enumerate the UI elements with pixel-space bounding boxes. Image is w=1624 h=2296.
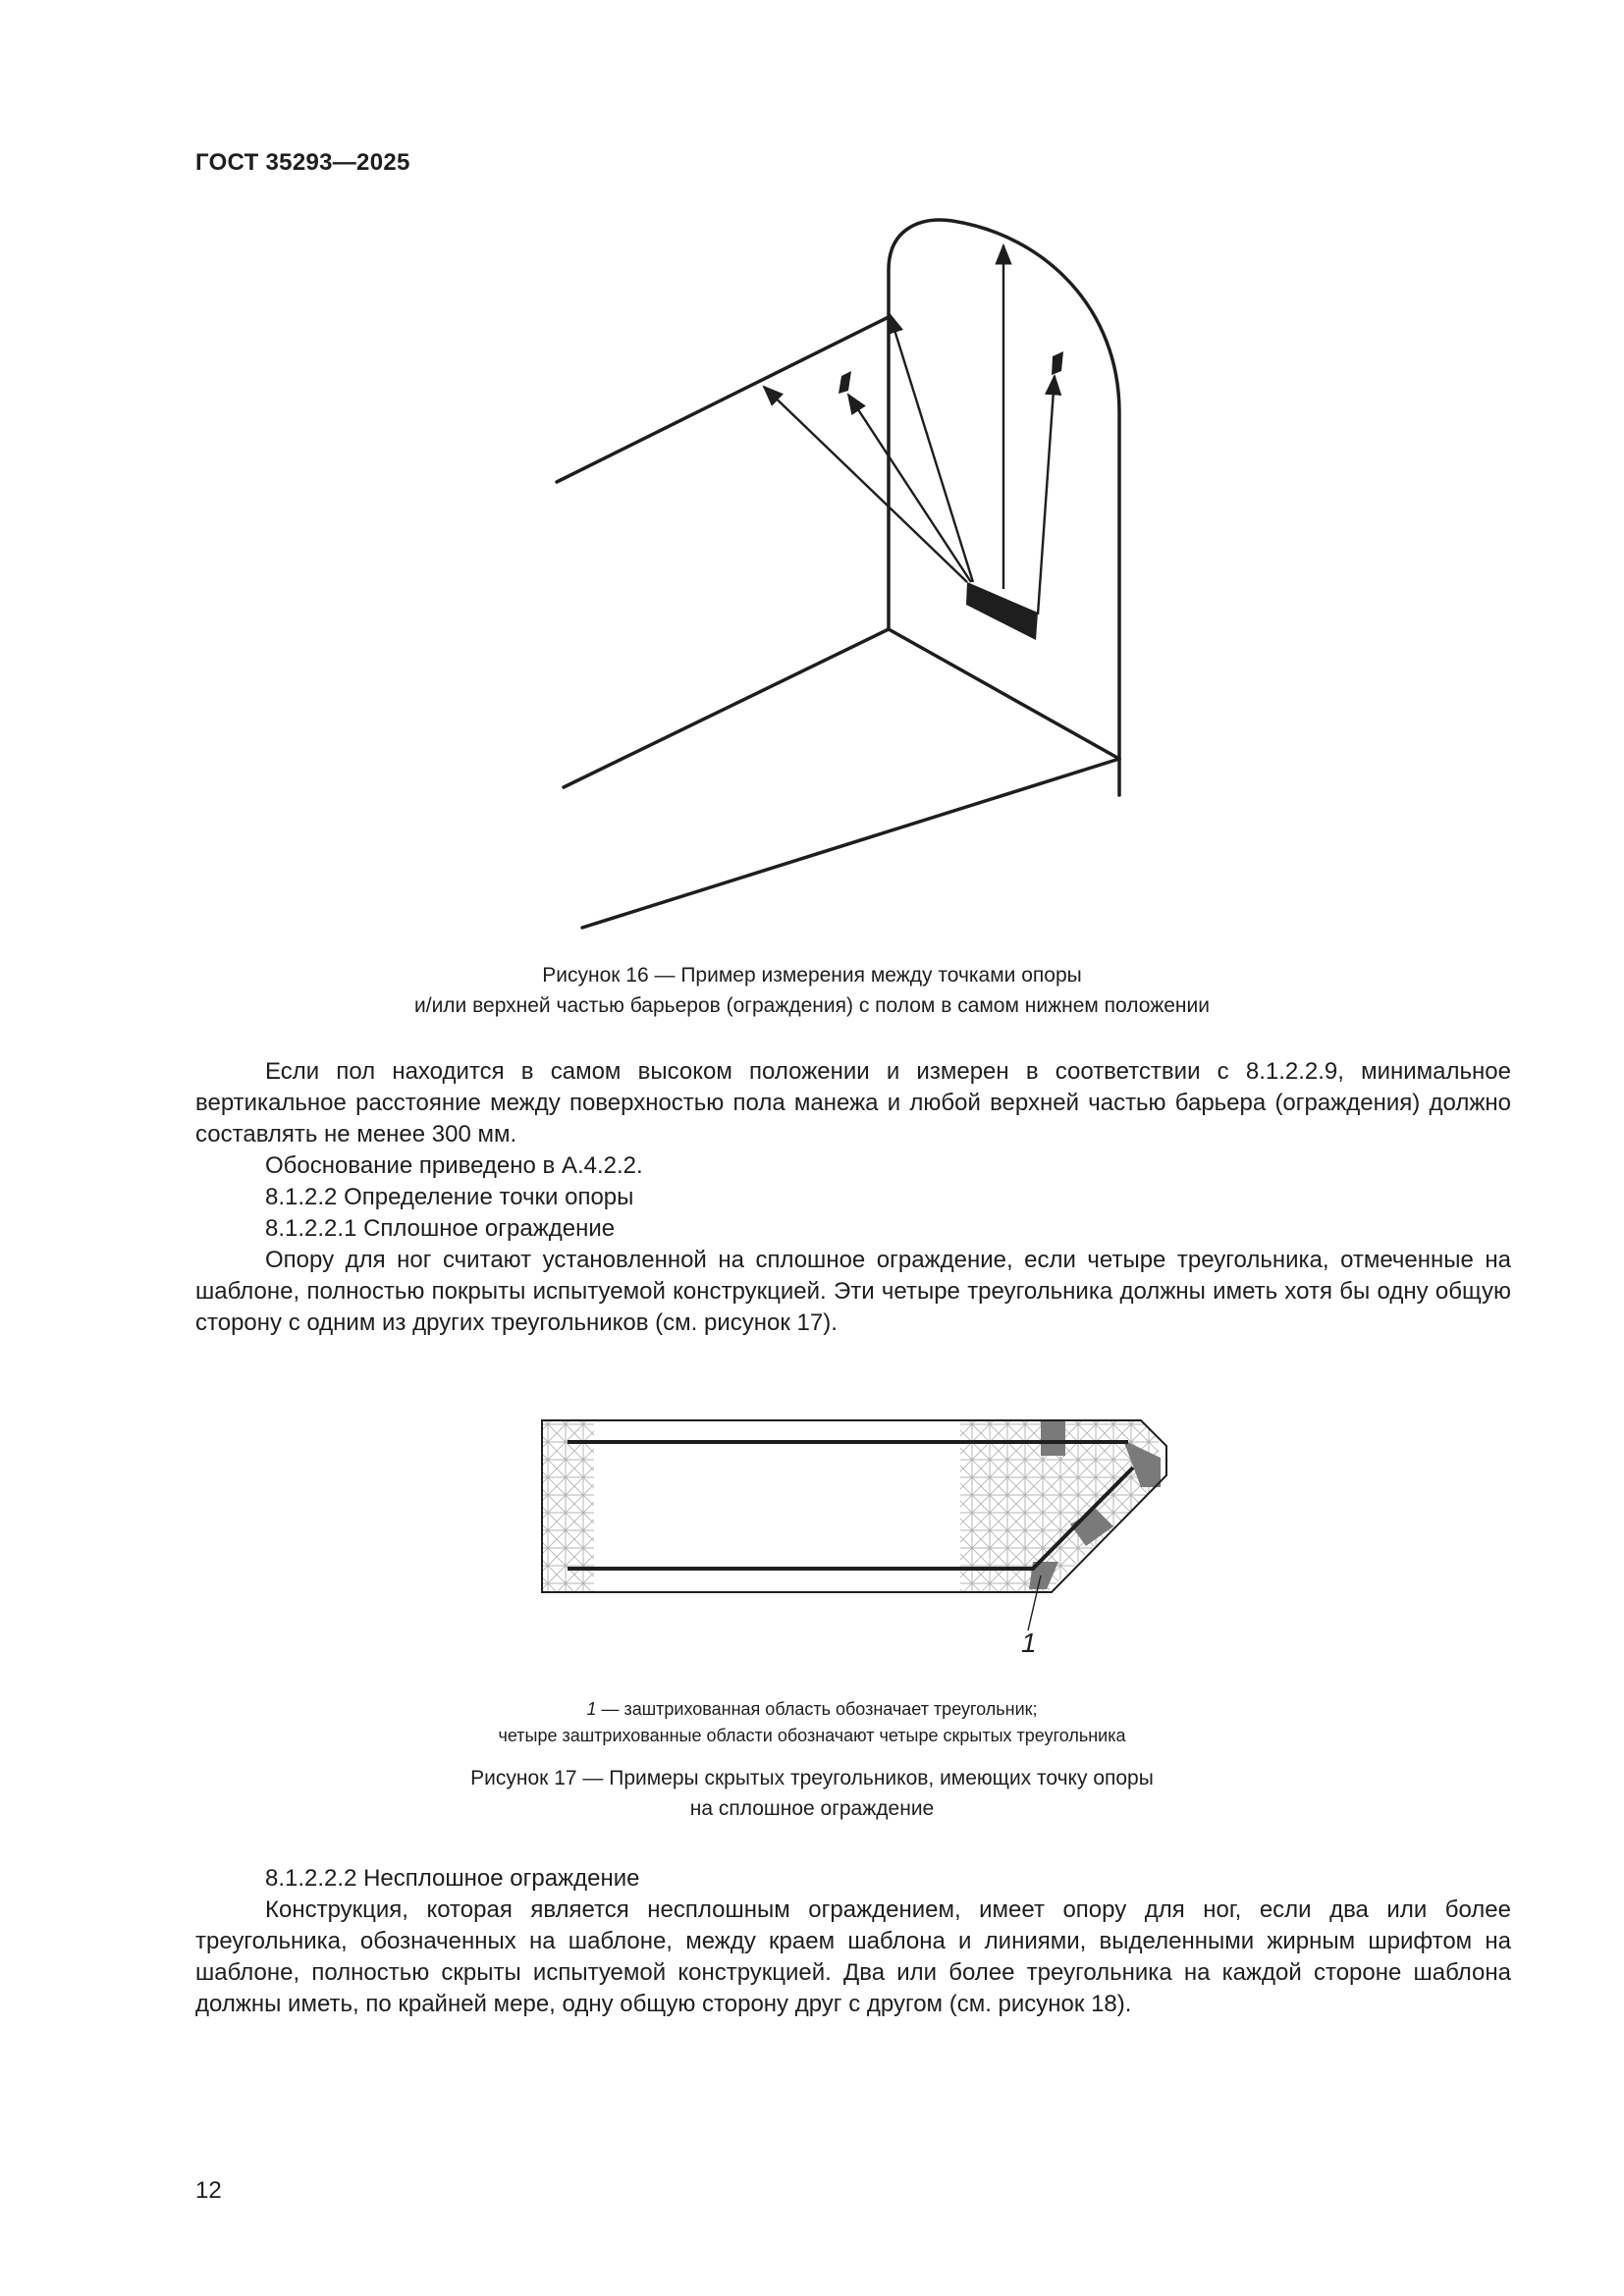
figure-16-caption-line-2: и/или верхней частью барьеров (ограждения) с полом в самом нижнем положении [414, 994, 1210, 1017]
body-section-1 [195, 1056, 1511, 1339]
heading-solid-barrier: 8.1.2.2.1 Сплошное ограждение [265, 1215, 616, 1242]
figure-17-caption-line-2: на сплошное ограждение [689, 1797, 935, 1820]
figure-17-caption [295, 1763, 1329, 1824]
paragraph-min-distance: Если пол находится в самом высоком положении и измерен в соответствии с 8.1.2.2.9, минимальное вертикальное расстояние между поверхностью пола манежа и любой верхней частью барьера (ограждения) должно составлять не менее 300 мм. [195, 1058, 1511, 1148]
figure-17-template-diagram [530, 1389, 1178, 1659]
legend-number: 1 [586, 1699, 597, 1719]
left-grid-area [542, 1420, 594, 1592]
heading-non-solid-barrier: 8.1.2.2.2 Несплошное ограждение [265, 1865, 640, 1892]
figure-16-caption [295, 960, 1329, 1021]
legend-line-2: четыре заштрихованные области обозначают четыре скрытых треугольника [498, 1726, 1126, 1745]
paragraph-non-solid-barrier: Конструкция, которая является несплошным ограждением, имеет опору для ног, если два или более треугольника, обозначенных на шаблоне, между краем шаблона и линиями, выделенными жирным шрифтом на шаблоне, полностью скрыты испытуемой конструкцией. Два или более треугольника на каждой стороне шаблона должны иметь, по крайней мере, одну общую сторону друг с другом (см. рисунок 18). [195, 1896, 1511, 2017]
callout-label-1: 1 [1021, 1628, 1037, 1658]
document-header: ГОСТ 35293—2025 [195, 149, 410, 176]
page-number: 12 [195, 2177, 222, 2204]
figure-16-diagram [550, 216, 1159, 942]
figure-17-legend [295, 1696, 1329, 1749]
figure-16-caption-line-1: Рисунок 16 — Пример измерения между точками опоры [542, 964, 1082, 987]
figure-17-caption-line-1: Рисунок 17 — Примеры скрытых треугольников, имеющих точку опоры [470, 1767, 1154, 1789]
paragraph-solid-barrier: Опору для ног считают установленной на сплошное ограждение, если четыре треугольника, отмеченные на шаблоне, полностью покрыты испытуемой конструкцией. Эти четыре треугольника должны иметь хотя бы одну общую сторону с одним из других треугольников (см. рисунок 17). [195, 1247, 1511, 1336]
body-section-2 [195, 1863, 1511, 2020]
shaded-triangle [1041, 1420, 1065, 1456]
paragraph-justification: Обоснование приведено в А.4.2.2. [265, 1152, 643, 1179]
legend-line-1: — заштрихованная область обозначает треугольник; [596, 1699, 1038, 1719]
heading-support-point: 8.1.2.2 Определение точки опоры [265, 1184, 634, 1210]
